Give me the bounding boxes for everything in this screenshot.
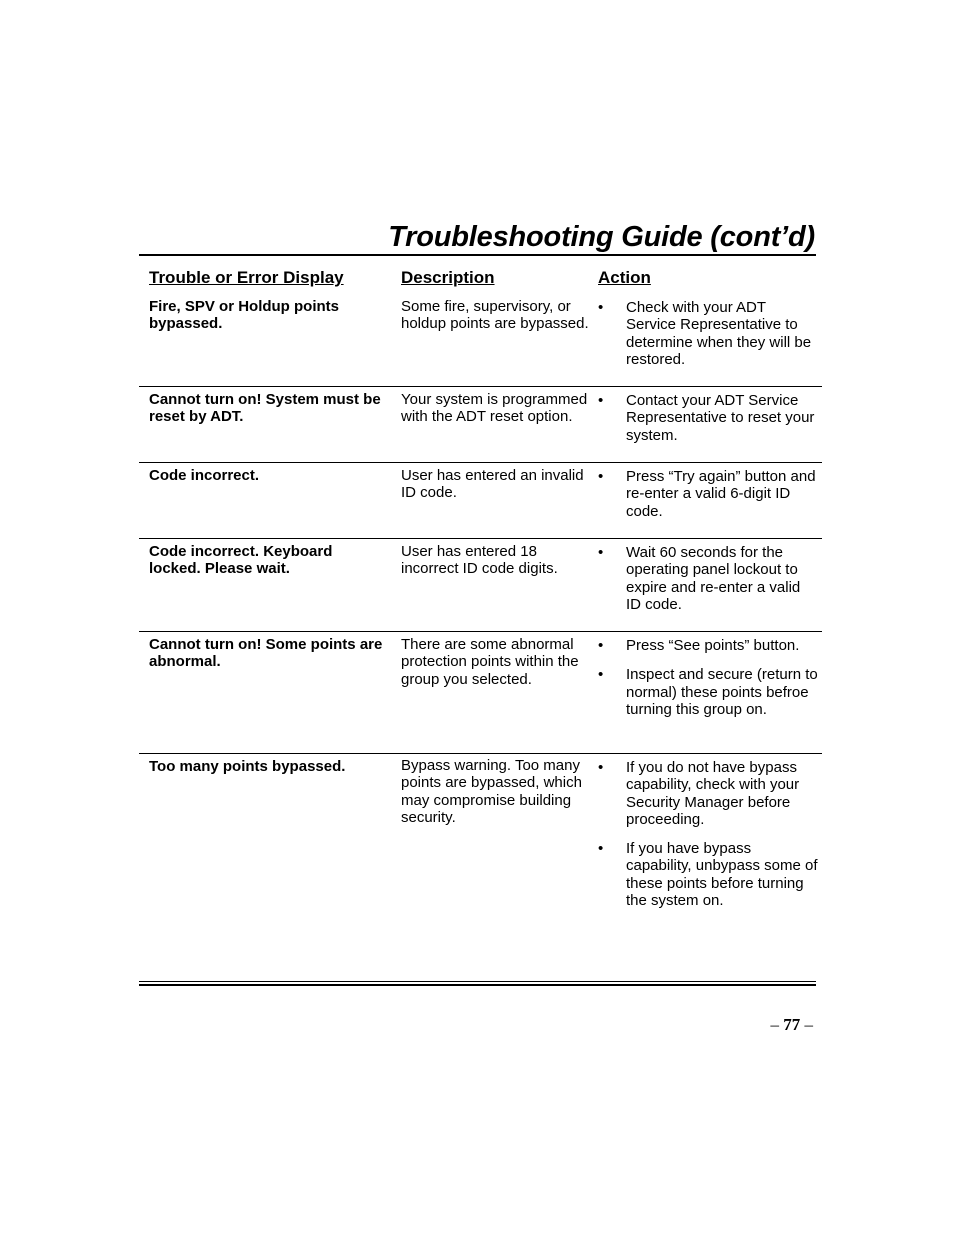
- bullet-icon: •: [598, 666, 604, 684]
- row-6-action-1: • If you do not have bypass capability, check with your Security Manager before proceeding.: [598, 759, 800, 828]
- header-description: Description: [401, 268, 495, 287]
- bullet-icon: •: [598, 840, 604, 858]
- row-6-actions: [598, 759, 818, 921]
- row-5-action-1: • Press “See points” button.: [598, 637, 800, 654]
- row-divider: [139, 753, 822, 754]
- page-title: Troubleshooting Guide (cont’d): [388, 221, 815, 253]
- row-divider: [139, 631, 822, 632]
- row-6-action-2: • If you have bypass capability, unbypass some of these points before turning the system on.: [598, 840, 818, 910]
- row-3-actions: [598, 468, 818, 532]
- footer-rule: [139, 981, 816, 982]
- row-5-actions: [598, 637, 818, 730]
- row-3-description: User has entered an invalid ID code.: [401, 467, 584, 502]
- page-number: – 77 –: [770, 1015, 813, 1034]
- bullet-icon: •: [598, 759, 604, 776]
- footer-rule-thick: [139, 984, 816, 986]
- row-4-trouble: Code incorrect. Keyboard locked. Please wait.: [149, 543, 333, 578]
- row-2-trouble: Cannot turn on! System must be reset by ADT.: [149, 391, 381, 426]
- bullet-icon: •: [598, 299, 604, 316]
- header-action: Action: [598, 268, 651, 287]
- row-divider: [139, 462, 822, 463]
- row-1-actions: [598, 299, 818, 380]
- row-2-action-1: • Contact your ADT Service Representative to reset your system.: [598, 392, 815, 444]
- row-6-description: Bypass warning. Too many points are bypassed, which may compromise building security.: [401, 757, 582, 826]
- bullet-icon: •: [598, 392, 604, 409]
- row-5-action-2: • Inspect and secure (return to normal) these points befroe turning this group on.: [598, 666, 818, 718]
- bullet-icon: •: [598, 637, 604, 654]
- row-5-trouble: Cannot turn on! Some points are abnormal.: [149, 636, 383, 671]
- row-1-description: Some fire, supervisory, or holdup points are bypassed.: [401, 298, 589, 333]
- row-4-action-1: • Wait 60 seconds for the operating panel lockout to expire and re-enter a valid ID code.: [598, 544, 801, 613]
- row-divider: [139, 538, 822, 539]
- row-4-actions: [598, 544, 818, 625]
- row-2-description: Your system is programmed with the ADT reset option.: [401, 391, 588, 426]
- row-6-trouble: Too many points bypassed.: [149, 758, 346, 775]
- row-1-trouble: Fire, SPV or Holdup points bypassed.: [149, 298, 340, 333]
- row-5-description: There are some abnormal protection points within the group you selected.: [401, 636, 579, 688]
- row-divider: [139, 386, 822, 387]
- row-3-action-1: • Press “Try again” button and re-enter a valid 6-digit ID code.: [598, 468, 816, 520]
- bullet-icon: •: [598, 468, 604, 485]
- row-1-action-1: • Check with your ADT Service Representative to determine when they will be restored.: [598, 299, 812, 368]
- row-2-actions: [598, 392, 818, 456]
- title-underline: [139, 254, 816, 256]
- row-4-description: User has entered 18 incorrect ID code digits.: [401, 543, 558, 578]
- bullet-icon: •: [598, 544, 604, 561]
- header-trouble: Trouble or Error Display: [149, 268, 344, 287]
- row-3-trouble: Code incorrect.: [149, 467, 260, 484]
